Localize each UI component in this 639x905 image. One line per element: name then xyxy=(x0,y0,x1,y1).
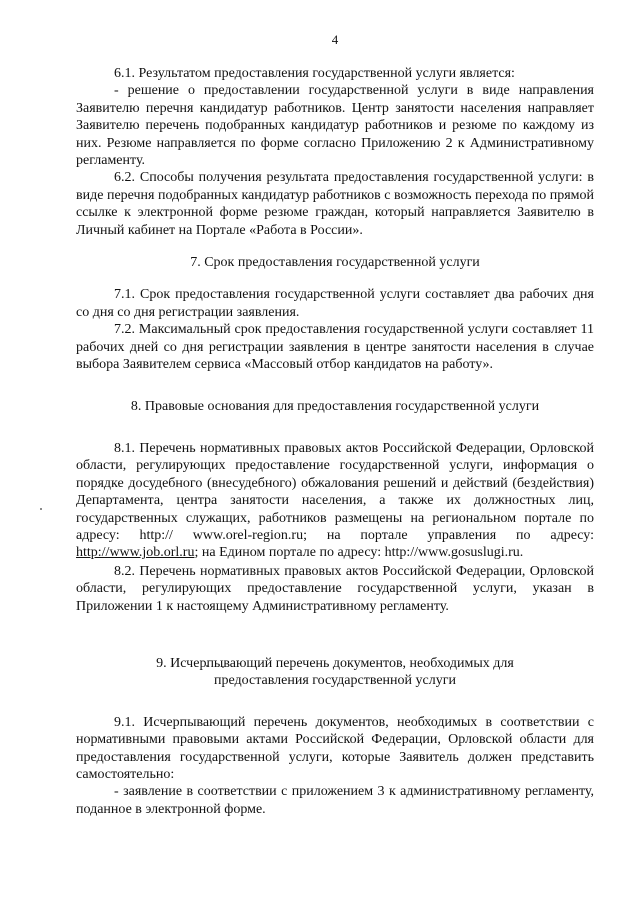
paragraph-8-1-text: 8.1. Перечень нормативных правовых актов Российской Федерации, Орловской области, регулирующих предоставление государственной услуги, информация о порядке досудебного (внесудебного) обжалования решений и действий (бездействия) Департамента, центра занятости населения, а также их должностных лиц, государственных служащих, работников размещены на региональном портале по адресу: http:// www.orel-region.ru; на портале управления по адресу: xyxy=(76,440,594,543)
heading-section-8: 8. Правовые основания для предоставления государственной услуги xyxy=(130,398,540,414)
document-page xyxy=(76,32,594,818)
heading-section-9 xyxy=(76,655,594,690)
paragraph-8-1 xyxy=(76,440,594,562)
paragraph-7-1: 7.1. Срок предоставления государственной услуги составляет два рабочих дня со дня со дня регистрации заявления. xyxy=(76,287,594,320)
paragraph-6-1: 6.1. Результатом предоставления государственной услуги является: xyxy=(114,66,515,81)
paragraph-6-2: 6.2. Способы получения результата предоставления государственной услуги: в виде перечня подобранных кандидатур работников с возможность перехода по прямой ссылке к электронной форме резюме граждан, который направляется Заявителю в Личный кабинет на Портале «Работа в России». xyxy=(76,170,594,238)
paragraph-7-2: 7.2. Максимальный срок предоставления государственной услуги составляет 11 рабочих дней со дня регистрации заявления в центре занятости населения в случае выбора Заявителем сервиса «Массовый отбор кандидатов на работу». xyxy=(76,322,594,373)
heading-section-9-line2: предоставления государственной услуги xyxy=(214,673,456,689)
paragraph-9-1: 9.1. Исчерпывающий перечень документов, необходимых в соответствии с нормативными правовыми актами Российской Федерации, Орловской области для предоставления государственной услуги, которые Заявитель должен представить самостоятельно: xyxy=(76,714,594,782)
paragraph-8-2: 8.2. Перечень нормативных правовых актов Российской Федерации, Орловской области, регулирующих предоставление государственной услуги, указан в Приложении 1 к настоящему Административному регламенту. xyxy=(76,563,594,614)
heading-section-7: 7. Срок предоставления государственной услуги xyxy=(190,255,480,271)
heading-section-9-line1: 9. Исчерпывающий перечень документов, необходимых для xyxy=(156,655,514,671)
paragraph-9-1-bullet: - заявление в соответствии с приложением 3 к административному регламенту, поданное в электронной форме. xyxy=(76,784,594,817)
job-orl-link[interactable]: http://www.job.orl.ru xyxy=(76,545,195,561)
scan-speck xyxy=(40,508,42,510)
paragraph-8-1-tail: ; на Едином портале по адресу: http://www.gosuslugi.ru. xyxy=(194,545,524,561)
page-number: 4 xyxy=(331,32,339,47)
paragraph-6-1-bullet: - решение о предоставлении государственной услуги в виде направления Заявителю перечня кандидатур работников. Центр занятости населения направляет Заявителю перечень подобранных кандидатур работников и резюме по каждому из них. Резюме направляется по форме согласно Приложению 2 к Административному регламенту. xyxy=(76,83,594,169)
